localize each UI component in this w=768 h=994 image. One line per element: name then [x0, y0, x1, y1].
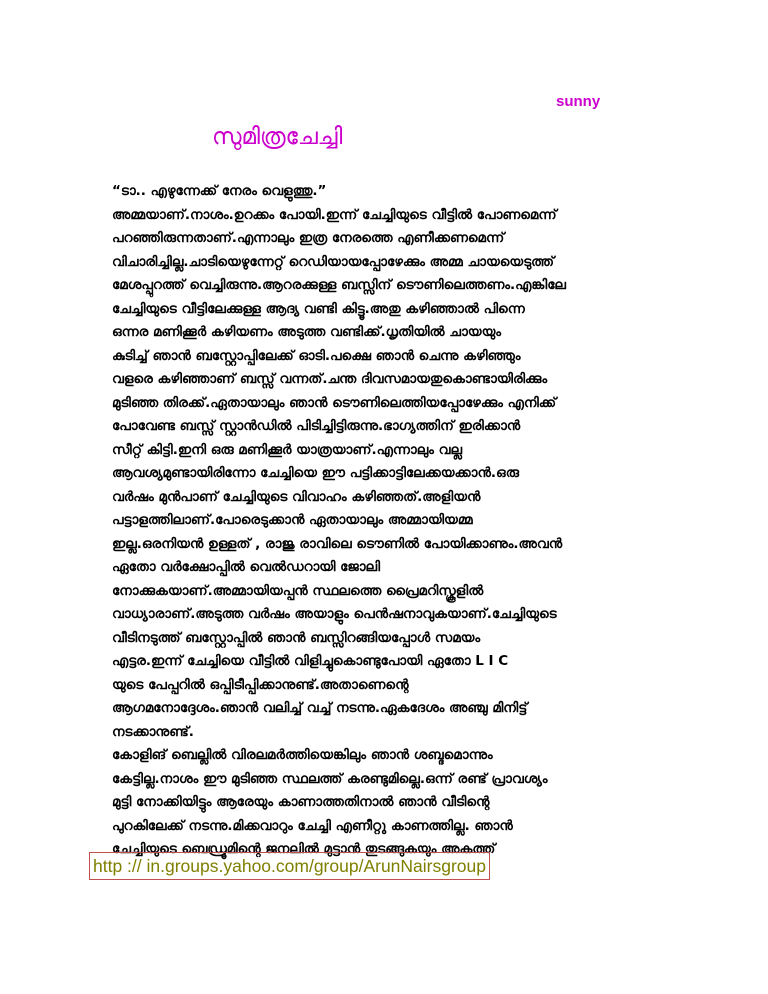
text-line: പട്ടാളത്തിലാണ്.പോരെടുക്കാൻ ഏതായാലും അമ്മായിയമ്മ — [112, 512, 473, 528]
text-line: മുടിഞ്ഞ തിരക്ക്.ഏതായാലും ഞാൻ ടൌണിലെത്തിയപ്പോഴേക്കും എനിക്ക് — [112, 394, 557, 411]
text-line: പുറകിലേക്ക് നടന്നു.മിക്കവാറും ചേച്ചി എണീറ്റു കാണത്തില്ല. ഞാൻ — [112, 817, 513, 834]
text-line: നടക്കാനുണ്ട്. — [112, 723, 194, 740]
text-line: കോളിങ് ബെല്ലിൽ വിരലമർത്തിയെങ്കിലും ഞാൻ ശബ്ദമൊന്നും — [112, 747, 493, 763]
story-body — [112, 180, 672, 862]
text-line: ഒന്നര മണിക്കൂർ കഴിയണം അടുത്ത വണ്ടിക്ക്.ധൃതിയിൽ ചായയും — [112, 324, 502, 340]
text-line: വളരെ കഴിഞ്ഞാണ് ബസ്സ് വന്നത്.ചന്ത ദിവസമായതുകൊണ്ടായിരിക്കും — [112, 371, 548, 387]
text-line: പറഞ്ഞിരുന്നതാണ്.എന്നാലും ഇത്ര നേരത്തെ എണീക്കണമെന്ന് — [112, 230, 505, 246]
text-line: വിചാരിച്ചില്ല.ചാടിയെഴുന്നേറ്റ് റെഡിയായപ്പോഴേക്കും അമ്മ ചായയെടുത്ത് — [112, 253, 555, 270]
text-line: നോക്കുകയാണ്.അമ്മായിയപ്പൻ സ്ഥലത്തെ പ്രൈമറിസ്കൂളിൽ — [112, 582, 484, 599]
text-line: സീറ്റ് കിട്ടി.ഇനി ഒരു മണിക്കൂർ യാത്രയാണ്.എന്നാലും വല്ല — [112, 441, 463, 458]
text-line: ഏതോ വർക്ഷോപ്പിൽ വെൽഡറായി ജോലി — [112, 559, 381, 575]
text-line: ആവശ്യമുണ്ടായിരിന്നോ ചേച്ചിയെ ഈ പട്ടിക്കാട്ടിലേക്കയക്കാൻ.ഒരു — [112, 465, 519, 481]
text-line: വാധ്യാരാണ്.അടുത്ത വർഷം അയാളും പെൻഷനാവുകയാണ്.ചേച്ചിയുടെ — [112, 606, 557, 622]
text-line: മുട്ടി നോക്കിയിട്ടും ആരേയും കാണാത്തതിനാൽ ഞാൻ വീടിന്റെ — [112, 794, 490, 810]
group-link[interactable]: http :// in.groups.yahoo.com/group/ArunNairsgroup — [89, 852, 490, 880]
text-line: “ടാ.. എഴുന്നേക്ക് നേരം വെളുത്തു.” — [112, 183, 327, 199]
text-line: ചേച്ചിയുടെ വീട്ടിലേക്കുള്ള ആദ്യ വണ്ടി കിട്ടൂ.അതു കഴിഞ്ഞാൽ പിന്നെ — [112, 300, 525, 317]
text-line: ഇല്ല.ഒരനിയൻ ഉള്ളത് , രാജു രാവിലെ ടൌണിൽ പോയിക്കാണും.അവൻ — [112, 535, 563, 552]
text-line: യുടെ പേപ്പറിൽ ഒപ്പിടീപ്പിക്കാനുണ്ട്.അതാണെന്റെ — [112, 676, 409, 693]
story-title: സുമിത്രചേച്ചി — [212, 124, 343, 150]
text-line: കേട്ടില്ല.നാശം ഈ മുടിഞ്ഞ സ്ഥലത്ത് കരണ്ടുമില്ലെ.ഒന്ന് രണ്ട് പ്രാവശ്യം — [112, 770, 548, 787]
text-line: ആഗമനോദ്ദേശം.ഞാൻ വലിച്ച് വച്ച് നടന്നു.ഏകദേശം അഞ്ചു മിനിട്ട് — [112, 700, 528, 716]
text-line: അമ്മയാണ്.നാശം.ഉറക്കം പോയി.ഇന്ന് ചേച്ചിയുടെ വീട്ടിൽ പോണമെന്ന് — [112, 206, 557, 223]
text-line: വർഷം മുൻപാണ് ചേച്ചിയുടെ വിവാഹം കഴിഞ്ഞത്.അളിയൻ — [112, 488, 481, 505]
text-line: പോവേണ്ട ബസ്സ് സ്റ്റാൻഡിൽ പിടിച്ചിട്ടിരുന്നു.ഭാഗ്യത്തിന് ഇരിക്കാൻ — [112, 418, 521, 434]
text-line: മേശപ്പുറത്ത് വെച്ചിരുന്നു.ആറരക്കുള്ള ബസ്സിന് ടൌണിലെത്തണം.എങ്കിലേ — [112, 277, 566, 293]
text-line: വീടിനടുത്ത് ബസ്റ്റോപ്പിൽ ഞാൻ ബസ്സിറങ്ങിയപ്പോൾ സമയം — [112, 629, 481, 646]
text-line: കുടിച്ച് ഞാൻ ബസ്റ്റോപ്പിലേക്ക് ഓടി.പക്ഷെ ഞാൻ ചെന്നു കഴിഞ്ഞും — [112, 347, 521, 364]
text-line: എട്ടര.ഇന്ന് ചേച്ചിയെ വീട്ടിൽ വിളിച്ചുകൊണ്ടുപോയി ഏതോ L I C — [112, 653, 509, 669]
author-name: sunny — [556, 93, 601, 110]
text-line: ചേച്ചിയുടെ ബെഡ്രൂമിന്റെ ജനലിൽ മുട്ടാൻ തുടങ്ങുകയും അകത്ത് — [112, 841, 496, 857]
